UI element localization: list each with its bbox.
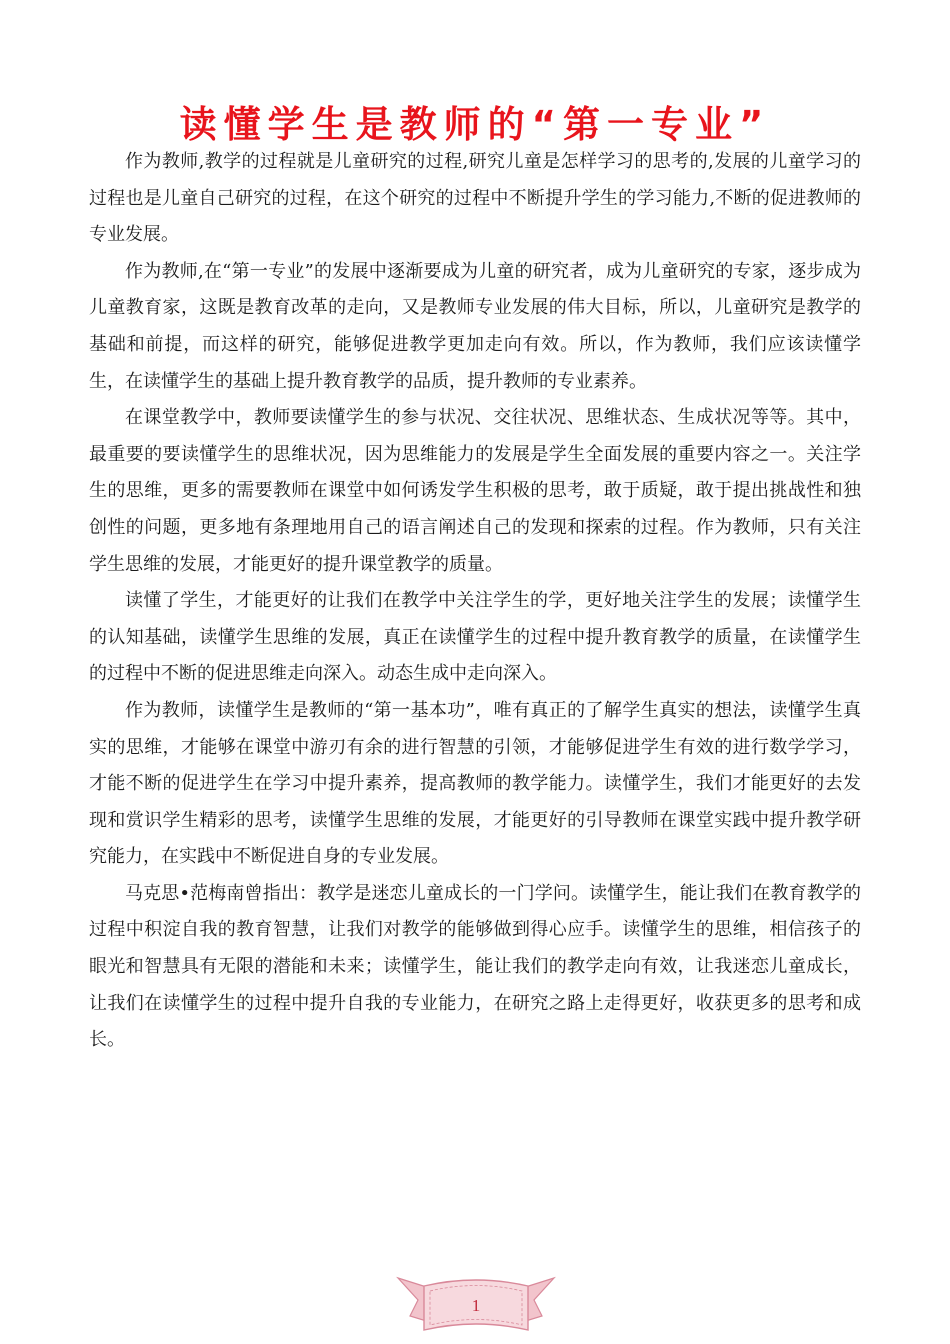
paragraph: 作为教师,教学的过程就是儿童研究的过程,研究儿童是怎样学习的思考的,发展的儿童学习的过程也是儿童自己研究的过程，在这个研究的过程中不断提升学生的学习能力,不断的促进教师的专业发展。 xyxy=(89,151,861,246)
document-title: 读懂学生是教师的“第一专业” xyxy=(179,103,771,146)
paragraph: 在课堂教学中，教师要读懂学生的参与状况、交往状况、思维状态、生成状况等等。其中，最重要的要读懂学生的思维状况，因为思维能力的发展是学生全面发展的重要内容之一。关注学生的思维，更多的需要教师在课堂中如何诱发学生积极的思考，敢于质疑，敢于提出挑战性和独创性的问题，更多地有条理地用自己的语言阐述自己的发现和探索的过程。作为教师，只有关注学生思维的发展，才能更好的提升课堂教学的质量。 xyxy=(89,407,861,575)
page-number: 1 xyxy=(471,1296,481,1315)
document-body xyxy=(89,144,861,1059)
paragraph: 马克思•范梅南曾指出：教学是迷恋儿童成长的一门学问。读懂学生，能让我们在教育教学的过程中积淀自我的教育智慧，让我们对教学的能够做到得心应手。读懂学生的思维，相信孩子的眼光和智慧具有无限的潜能和未来；读懂学生，能让我们的教学走向有效，让我迷恋儿童成长，让我们在读懂学生的过程中提升自我的专业能力，在研究之路上走得更好，收获更多的思考和成长。 xyxy=(89,882,861,1051)
page-footer xyxy=(396,1272,556,1338)
paragraph: 作为教师,在“第一专业”的发展中逐渐要成为儿童的研究者，成为儿童研究的专家，逐步成为儿童教育家，这既是教育改革的走向，又是教师专业发展的伟大目标，所以，儿童研究是教学的基础和前提，而这样的研究，能够促进教学更加走向有效。所以，作为教师，我们应该读懂学生，在读懂学生的基础上提升教育教学的品质，提升教师的专业素养。 xyxy=(89,260,861,392)
paragraph: 作为教师，读懂学生是教师的“第一基本功”，唯有真正的了解学生真实的想法，读懂学生真实的思维，才能够在课堂中游刃有余的进行智慧的引领，才能够促进学生有效的进行数学学习，才能不断的促进学生在学习中提升素养，提高教师的教学能力。读懂学生，我们才能更好的去发现和赏识学生精彩的思考，读懂学生思维的发展，才能更好的引导教师在课堂实践中提升教学研究能力，在实践中不断促进自身的专业发展。 xyxy=(89,699,861,868)
paragraph: 读懂了学生，才能更好的让我们在教学中关注学生的学，更好地关注学生的发展；读懂学生的认知基础，读懂学生思维的发展，真正在读懂学生的过程中提升教育教学的质量，在读懂学生的过程中不断的促进思维走向深入。动态生成中走向深入。 xyxy=(89,590,861,685)
